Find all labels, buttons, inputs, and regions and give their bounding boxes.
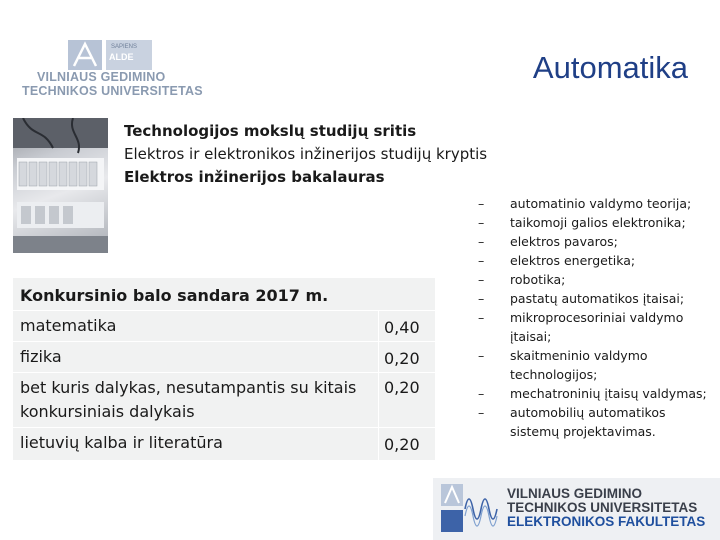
- logo-university-line2: TECHNIKOS UNIVERSITETAS: [22, 84, 203, 98]
- score-table: [13, 278, 435, 460]
- table-row-subject: lietuvių kalba ir literatūra: [20, 433, 223, 452]
- page-title: Automatika: [532, 50, 688, 85]
- degree-text: Elektros inžinerijos bakalauras: [124, 168, 385, 186]
- table-row-subject: matematika: [20, 316, 117, 335]
- university-logo: [20, 38, 220, 100]
- logo-university-line1: VILNIAUS GEDIMINO: [37, 70, 166, 84]
- table-caption: Konkursinio balo sandara 2017 m.: [20, 286, 329, 305]
- faculty-emblem-icon: [441, 484, 503, 534]
- faculty-logo: [433, 478, 720, 540]
- faculty-logo-line3: ELEKTRONIKOS FAKULTETAS: [507, 514, 706, 529]
- table-row-weight: 0,20: [384, 378, 420, 397]
- electrical-panel-image: [13, 118, 108, 253]
- table-row-subject: fizika: [20, 347, 62, 366]
- study-area-text: Technologijos mokslų studijų sritis: [124, 122, 417, 140]
- badge-bottom-text: ALDE: [109, 52, 134, 62]
- table-row-weight: 0,40: [384, 318, 420, 337]
- faculty-logo-line2: TECHNIKOS UNIVERSITETAS: [507, 500, 698, 515]
- badge-top-text: SAPIENS: [111, 44, 138, 50]
- table-row-subject-cont: konkursiniais dalykais: [20, 402, 195, 421]
- table-row-weight: 0,20: [384, 349, 420, 368]
- table-row-subject: bet kuris dalykas, nesutampantis su kitais: [20, 378, 357, 397]
- study-direction-text: Elektros ir elektronikos inžinerijos studijų kryptis: [124, 145, 488, 163]
- table-row-weight: 0,20: [384, 435, 420, 454]
- faculty-logo-line1: VILNIAUS GEDIMINO: [507, 486, 643, 501]
- switchgear-photo: [13, 118, 108, 253]
